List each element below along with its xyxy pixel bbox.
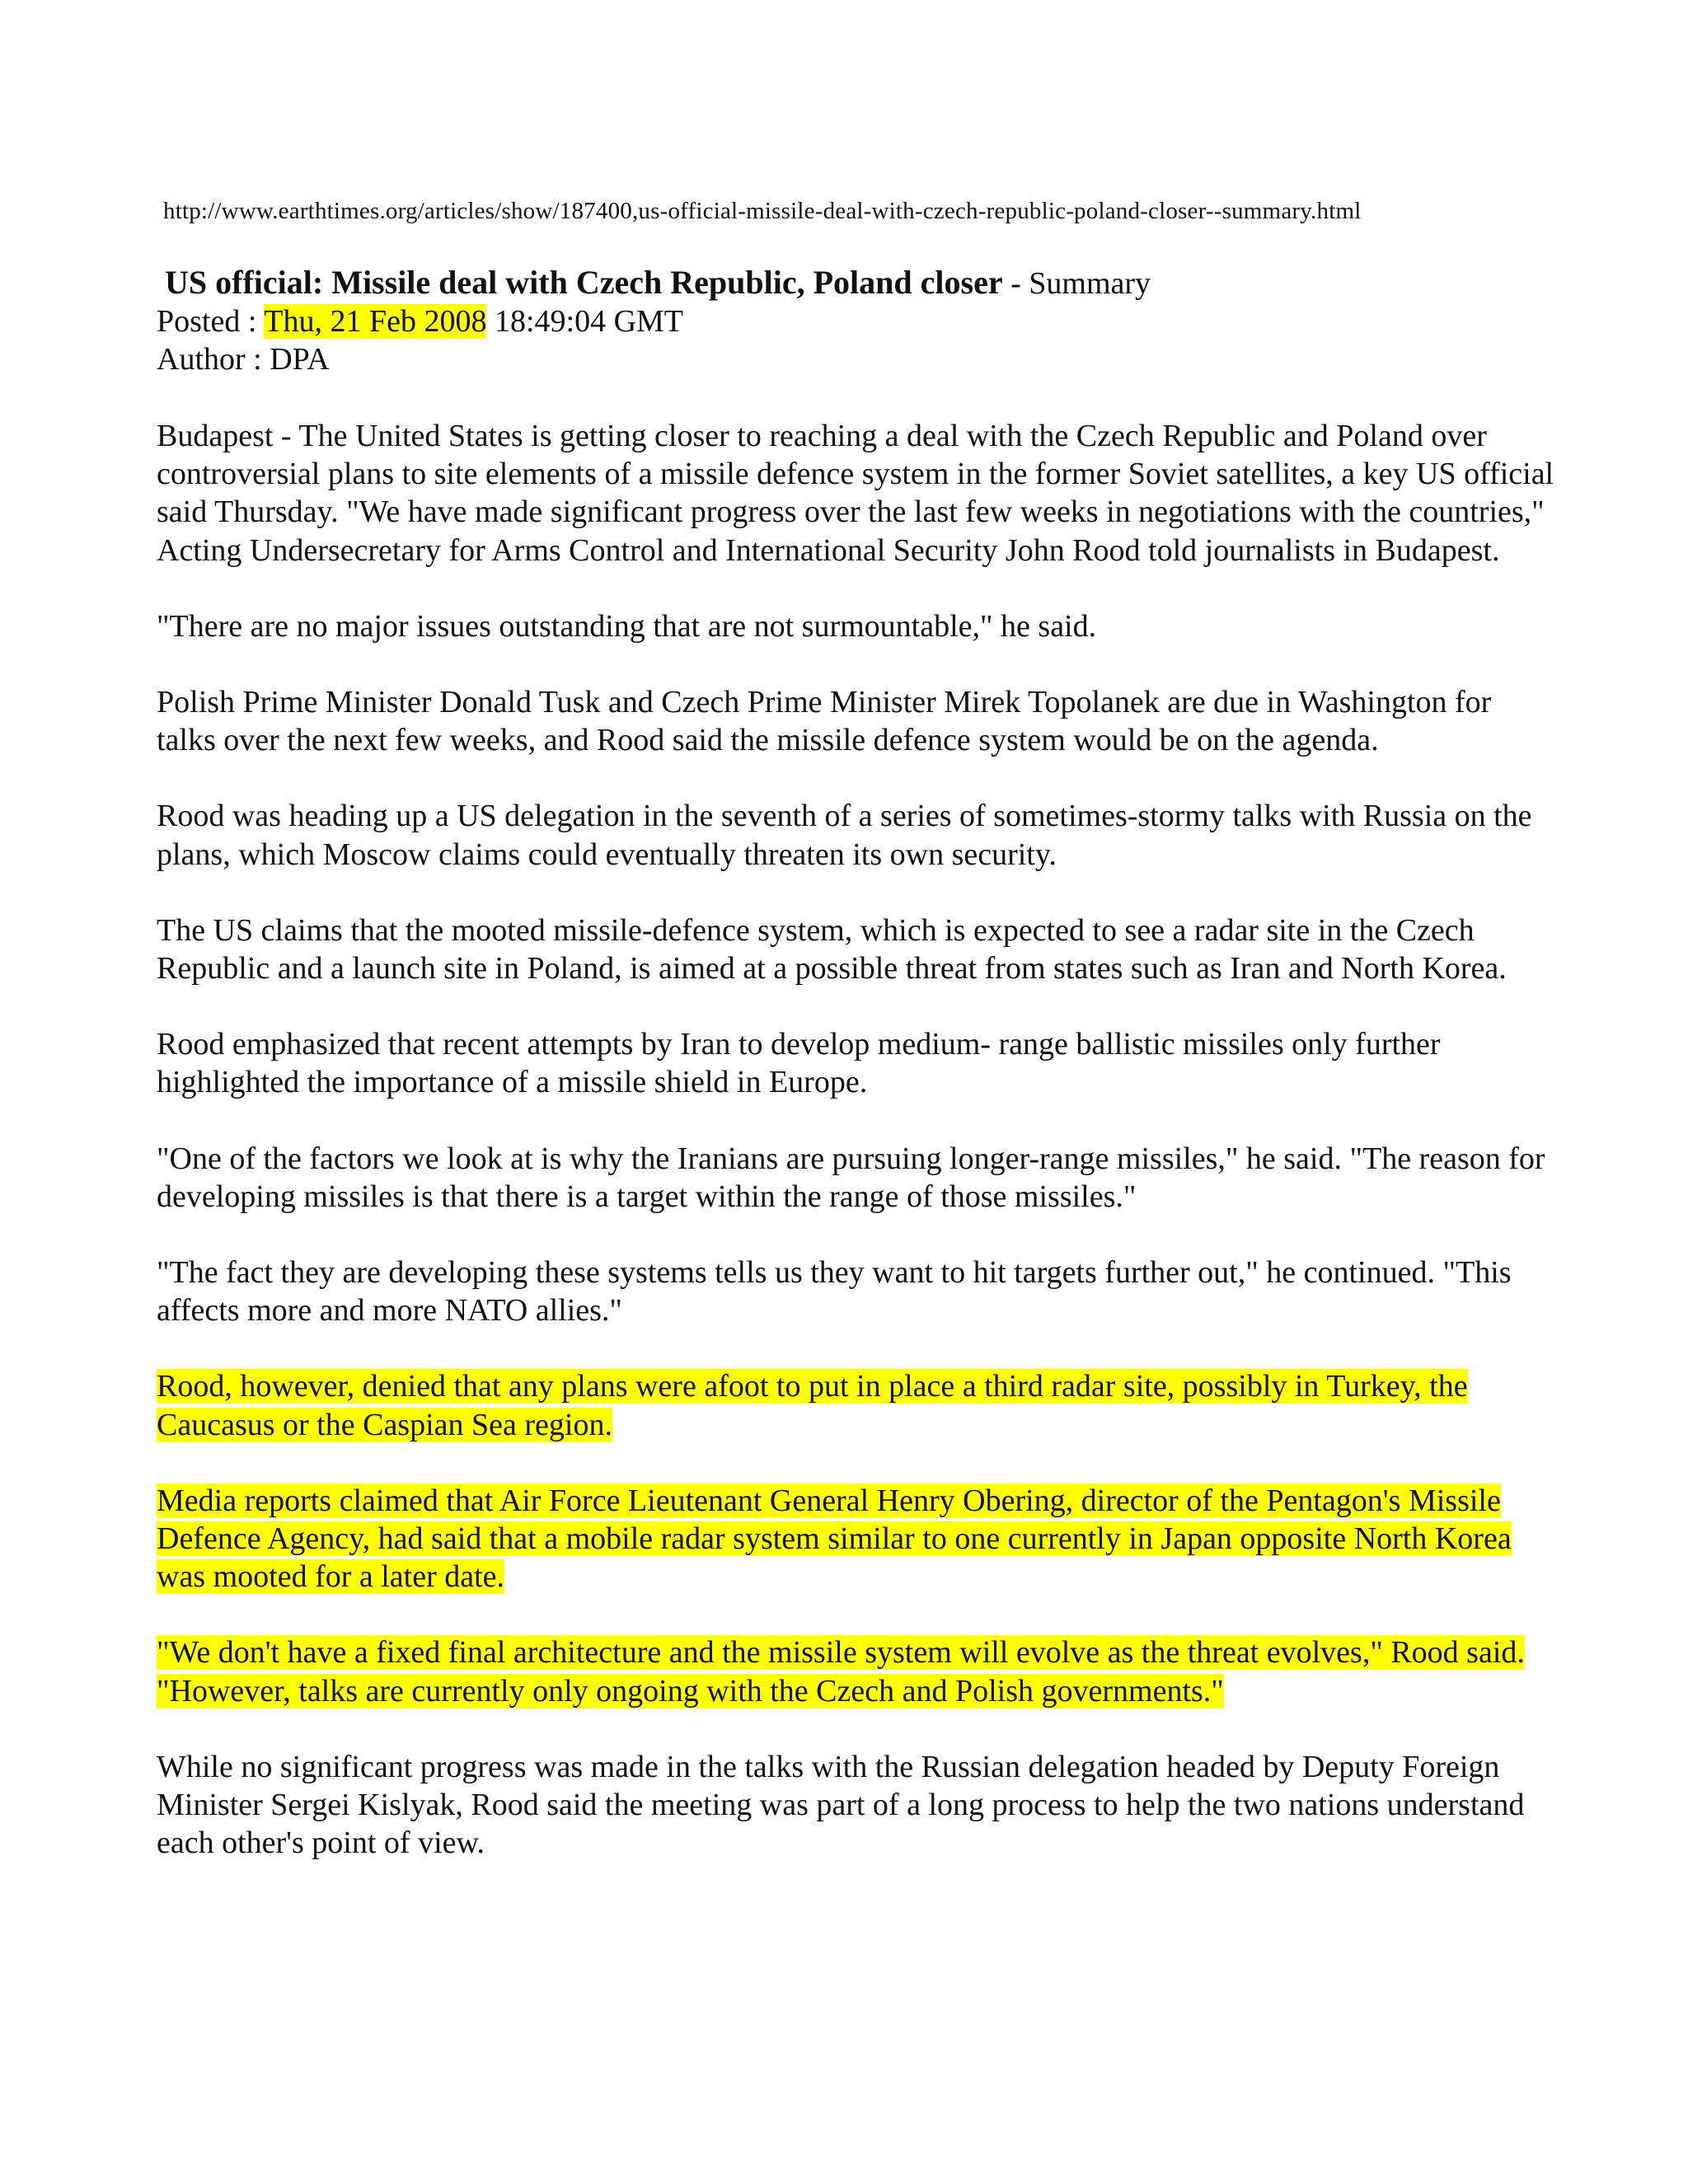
article-paragraph (157, 607, 1558, 645)
article-paragraph (157, 1482, 1558, 1596)
article-paragraph-text: While no significant progress was made in the talks with the Russian delegation headed by Deputy Foreign Minister Sergei Kislyak, Rood said the meeting was part of a long process to help the two nations understand each other's point of view. (157, 1749, 1525, 1861)
article-paragraph-text: "One of the factors we look at is why the Iranians are pursuing longer-range missiles," he said. "The reason for developing missiles is that there is a target within the range of those missiles." (157, 1141, 1545, 1214)
article-paragraph (157, 1633, 1558, 1709)
article-paragraph-text: The US claims that the mooted missile-defence system, which is expected to see a radar site in the Czech Republic and a launch site in Poland, is aimed at a possible threat from states such as Iran and North Korea. (157, 912, 1507, 987)
article-title-suffix: - Summary (1010, 266, 1151, 301)
article-paragraph (157, 1025, 1558, 1101)
article-title: US official: Missile deal with Czech Republic, Poland closer (165, 264, 1003, 301)
article-title-line (157, 264, 1558, 302)
article-paragraph-text: Rood was heading up a US delegation in the seventh of a series of sometimes-stormy talks with Russia on the plans, which Moscow claims could eventually threaten its own security. (157, 799, 1532, 872)
posted-time: 18:49:04 GMT (494, 304, 684, 339)
article-paragraph (157, 1254, 1558, 1329)
article-paragraph (157, 1140, 1558, 1216)
article-paragraph (157, 797, 1558, 873)
article-paragraph-text: Rood, however, denied that any plans were afoot to put in place a third radar site, possibly in Turkey, the Caucasus or the Caspian Sea region. (157, 1369, 1468, 1442)
posted-line (157, 302, 1558, 340)
article-paragraph-text: "We don't have a fixed final architecture and the missile system will evolve as the threat evolves," Rood said. "However, talks are currently only ongoing with the Czech and Polish governments." (157, 1635, 1525, 1708)
article-paragraph-text: Rood emphasized that recent attempts by Iran to develop medium- range ballistic missiles only further highlighted the importance of a missile shield in Europe. (157, 1027, 1441, 1100)
article-paragraph (157, 912, 1558, 987)
article-paragraph-text: Polish Prime Minister Donald Tusk and Czech Prime Minister Mirek Topolanek are due in Washington for talks over the next few weeks, and Rood said the missile defence system would be on the agenda. (157, 685, 1492, 758)
article-paragraph-text: "There are no major issues outstanding that are not surmountable," he said. (157, 608, 1097, 644)
article-paragraph-text: Budapest - The United States is getting closer to reaching a deal with the Czech Republic and Poland over controversial plans to site elements of a missile defence system in the former Soviet satellites, a key US official said Thursday. "We have made significant progress over the last few weeks in negotiations with the countries," Acting Undersecretary for Arms Control and International Security John Rood told journalists in Budapest. (157, 419, 1554, 568)
article-paragraph-text: "The fact they are developing these systems tells us they want to hit targets further out," he continued. "This affects more and more NATO allies." (157, 1255, 1512, 1329)
posted-date: Thu, 21 Feb 2008 (264, 304, 487, 339)
article-paragraph (157, 683, 1558, 759)
article-paragraph (157, 1367, 1558, 1443)
article-paragraph-text: Media reports claimed that Air Force Lieutenant General Henry Obering, director of the Pentagon's Missile Defence Agency, had said that a mobile radar system similar to one currently in Japan opposite North Korea was mooted for a later date. (157, 1483, 1512, 1595)
article-header (157, 264, 1558, 378)
posted-label: Posted : (157, 304, 257, 339)
source-url: http://www.earthtimes.org/articles/show/187400,us-official-missile-deal-with-czech-republic-poland-closer--summary.html (163, 198, 1362, 224)
article-paragraph (157, 417, 1558, 569)
article-paragraph (157, 1748, 1558, 1863)
article-body (157, 417, 1558, 1900)
author-line: Author : DPA (157, 342, 330, 377)
